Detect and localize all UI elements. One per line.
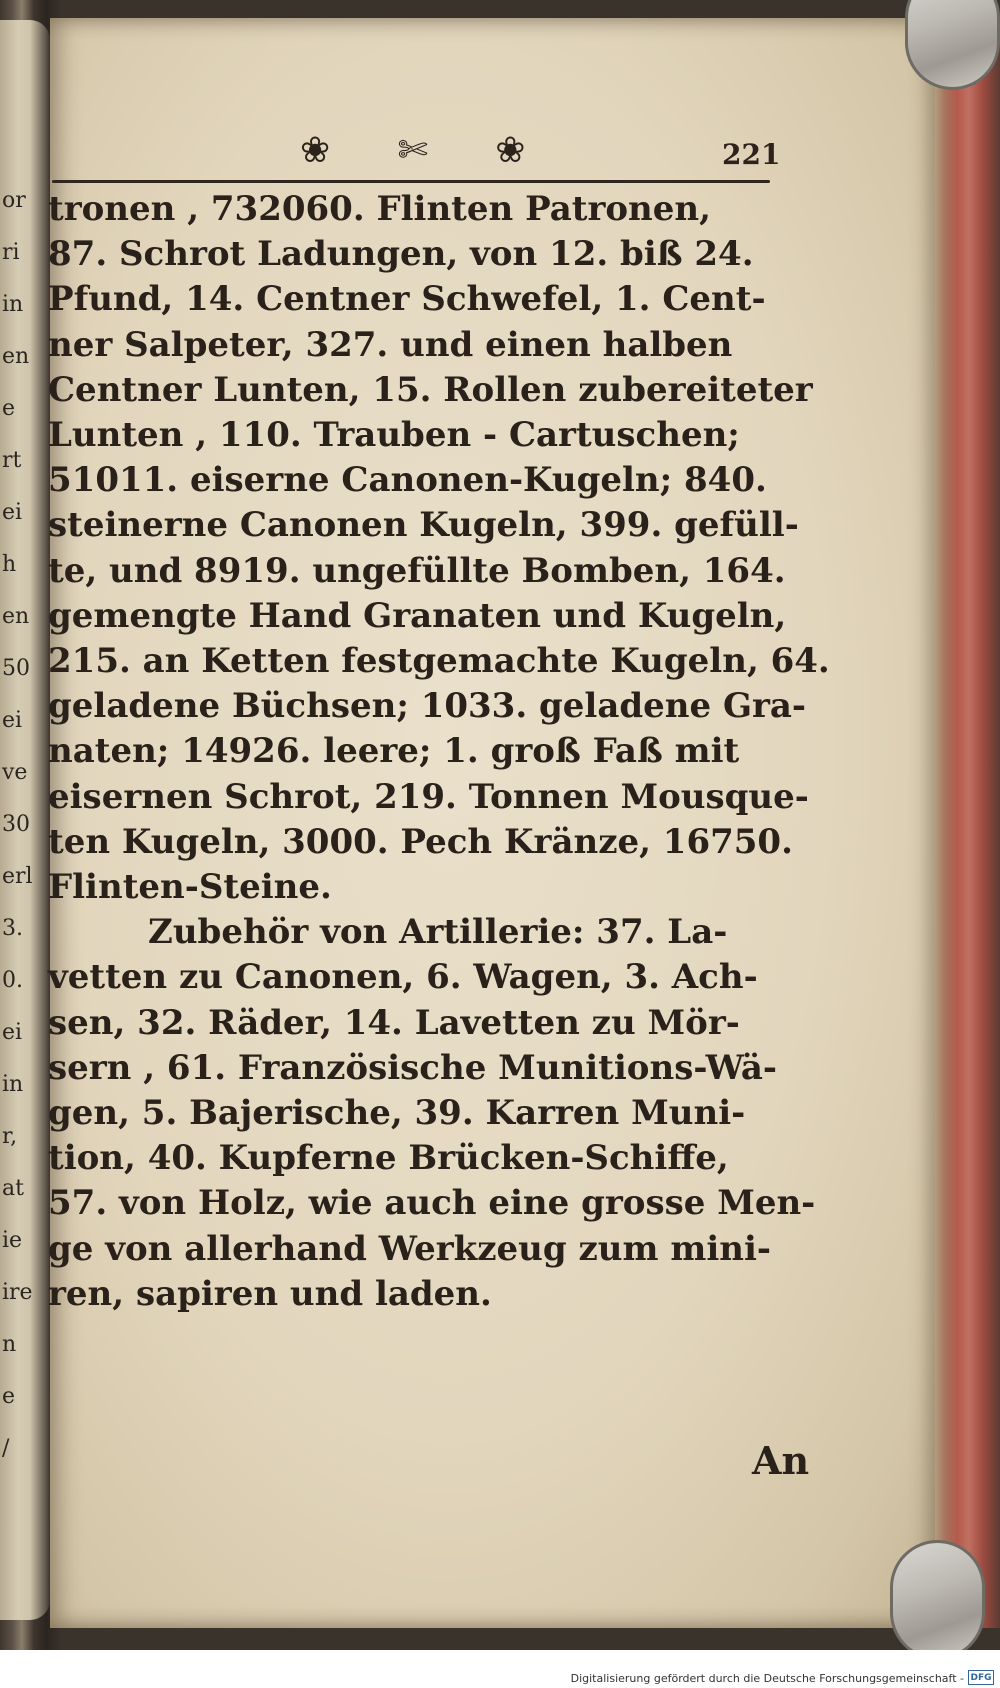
header-ornament: ❀ ✄ ❀ (300, 130, 554, 171)
text-line: geladene Büchsen; 1033. geladene Gra- (48, 686, 807, 727)
catchword: An (752, 1438, 810, 1483)
left-page-fragment: r, (2, 1124, 18, 1149)
left-page-fragment: at (2, 1176, 24, 1201)
left-page-fragment: / (2, 1436, 10, 1461)
text-line: eisernen Schrot, 219. Tonnen Mousque- (48, 776, 809, 817)
text-line: naten; 14926. leere; 1. groß Faß mit (48, 731, 740, 772)
left-page-fragment: in (2, 292, 24, 317)
text-line: tronen , 732060. Flinten Patronen, (48, 189, 711, 229)
left-page-fragment: ri (2, 240, 20, 265)
text-line: ten Kugeln, 3000. Pech Kränze, 16750. (48, 821, 793, 862)
text-line: Zubehör von Artillerie: 37. La- (148, 912, 728, 953)
page-edges (935, 18, 1000, 1628)
left-page-fragment: en (2, 604, 30, 629)
left-page-fragment: 30 (2, 812, 30, 837)
dfg-logo: DFG (968, 1670, 994, 1685)
left-page-fragment: ie (2, 1228, 23, 1253)
text-line: Lunten , 110. Trauben - Cartuschen; (48, 415, 740, 455)
left-page-fragment: 50 (2, 656, 30, 681)
text-line: 57. von Holz, wie auch eine grosse Men- (48, 1183, 816, 1224)
text-line: sen, 32. Räder, 14. Lavetten zu Mör- (48, 1002, 740, 1043)
text-line: ge von allerhand Werkzeug zum mini- (48, 1228, 771, 1269)
left-page-fragment: h (2, 552, 17, 577)
left-page-fragment: ei (2, 708, 23, 733)
text-line: vetten zu Canonen, 6. Wagen, 3. Ach- (48, 957, 758, 998)
text-line: gemengte Hand Granaten und Kugeln, (48, 595, 787, 636)
left-page-fragment: n (2, 1332, 17, 1357)
left-page-fragment: e (2, 1384, 16, 1409)
left-page-fragment: ve (2, 760, 28, 785)
digitization-credit: Digitalisierung gefördert durch die Deutsche Forschungsgemeinschaft - (570, 1672, 964, 1685)
left-page-fragment: rt (2, 448, 22, 473)
text-line: tion, 40. Kupferne Brücken-Schiffe, (48, 1138, 729, 1179)
text-line: Pfund, 14. Centner Schwefel, 1. Cent- (48, 279, 766, 320)
text-line: sern , 61. Französische Munitions-Wä- (48, 1047, 777, 1088)
left-page-fragment: ei (2, 500, 23, 525)
text-line: 51011. eiserne Canonen-Kugeln; 840. (48, 460, 767, 501)
left-page-fragment: ei (2, 1020, 23, 1045)
text-line: gen, 5. Bajerische, 39. Karren Muni- (48, 1093, 746, 1133)
page-clip-bottom (890, 1540, 985, 1660)
left-page-fragment: erl (2, 864, 33, 889)
left-page-fragment: 0. (2, 968, 23, 993)
left-page-edge (0, 20, 50, 1620)
left-page-fragment: ire (2, 1280, 33, 1305)
text-line: ner Salpeter, 327. und einen halben (48, 324, 733, 365)
text-line: ren, sapiren und laden. (48, 1273, 492, 1314)
left-page-fragment: in (2, 1072, 24, 1097)
text-line: Flinten-Steine. (48, 867, 332, 907)
left-page-fragment: or (2, 188, 26, 213)
page-number: 221 (722, 138, 781, 171)
text-line: te, und 8919. ungefüllte Bomben, 164. (48, 550, 786, 591)
text-line: 215. an Ketten festgemachte Kugeln, 64. (48, 641, 830, 681)
text-line: steinerne Canonen Kugeln, 399. gefüll- (48, 505, 799, 546)
left-page-fragment: en (2, 344, 30, 369)
left-page-fragment: e (2, 396, 16, 421)
left-page-fragment: 3. (2, 916, 23, 941)
text-line: Centner Lunten, 15. Rollen zubereiteter (48, 369, 813, 410)
text-line: 87. Schrot Ladungen, von 12. biß 24. (48, 234, 754, 275)
header-rule (52, 180, 770, 183)
